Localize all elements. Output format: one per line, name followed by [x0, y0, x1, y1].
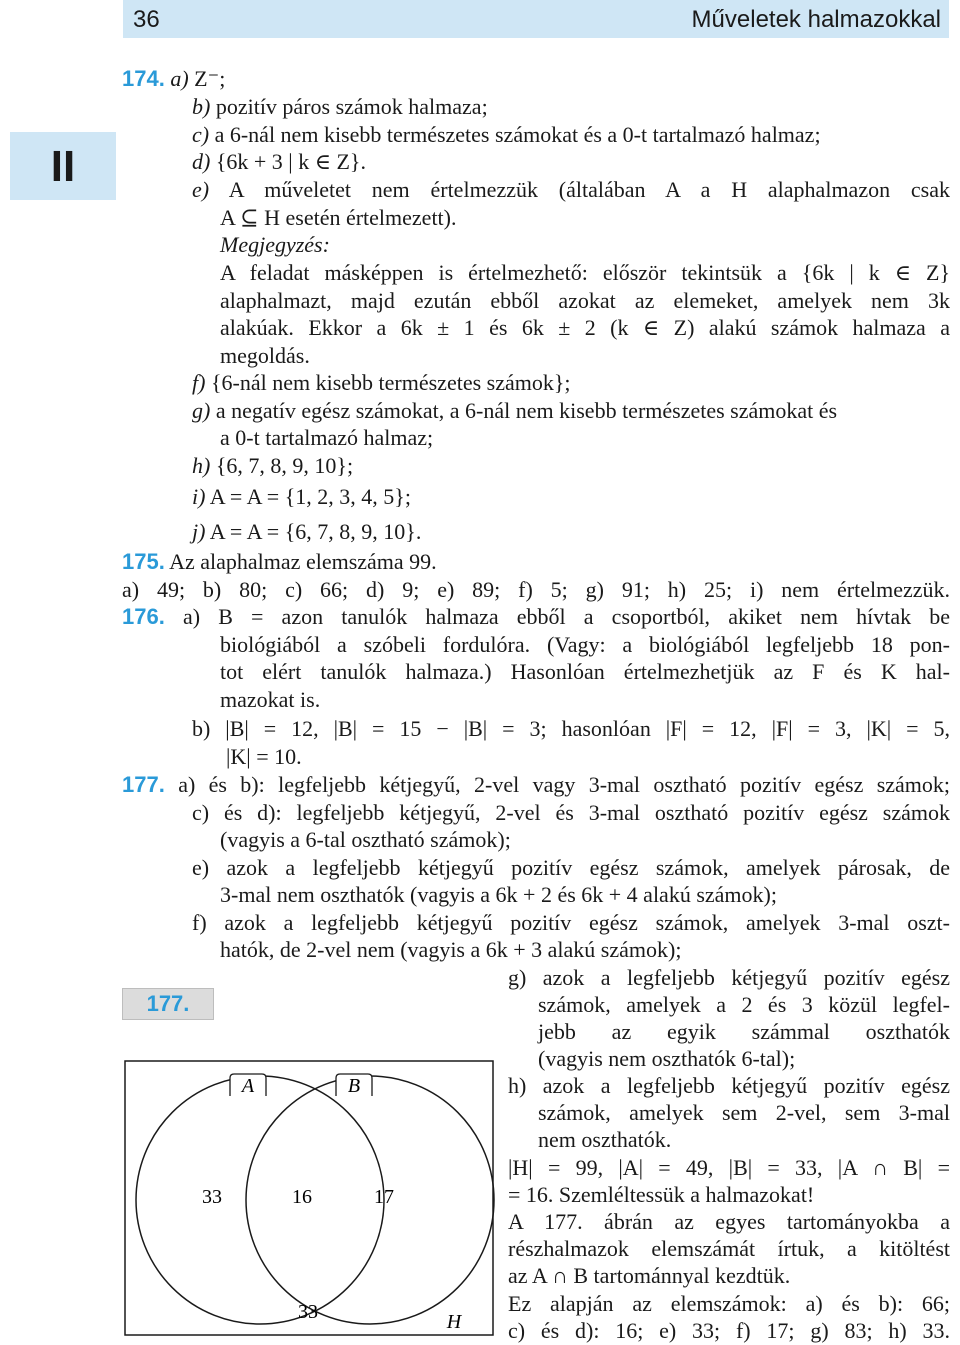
- answer-text: a) és b): legfeljebb kétjegyű, 2-vel vagy 3-mal osztható pozitív egész számok;: [178, 772, 951, 797]
- answer-text: |K| = 10.: [226, 744, 302, 769]
- problem-174-e: e) A műveletet nem értelmezzük (általában A a H alaphalmazon csak: [192, 177, 950, 202]
- answer-text: A = A = {1, 2, 3, 4, 5};: [209, 484, 411, 509]
- problem-number: 176.: [122, 604, 165, 629]
- note-title: Megjegyzés:: [220, 232, 330, 257]
- set-a-label: A: [241, 1075, 255, 1097]
- answer-text: a 6-nál nem kisebb természetes számokat és a 0-t tartalmazó halmaz;: [214, 122, 821, 147]
- answer-text: c) és d): 16; e) 33; f) 17; g) 83; h) 33.: [508, 1318, 950, 1343]
- intersection-count: 16: [292, 1186, 312, 1208]
- answer-text: számok, amelyek a 2 és 3 közül legfel-: [538, 992, 950, 1017]
- answer-text: |H| = 99, |A| = 49, |B| = 33, |A ∩ B| =: [508, 1155, 950, 1180]
- answer-text: A 177. ábrán az egyes tartományokba a: [508, 1209, 950, 1234]
- universe-label: H: [446, 1311, 462, 1333]
- answer-text: jebb az egyik számmal oszthatók: [538, 1019, 950, 1044]
- problem-176-a: [122, 604, 950, 630]
- answer-text: e) azok a legfeljebb kétjegyű pozitív egész számok, amelyek párosak, de: [192, 855, 950, 880]
- answer-text: (vagyis a 6-tal osztható számok);: [220, 827, 511, 852]
- answer-text: nem oszthatók.: [538, 1127, 672, 1152]
- answer-text: A ⊆ H esetén értelmezett).: [220, 205, 457, 230]
- page-number: 36: [133, 6, 160, 33]
- problem-174-a: 174. a) Z⁻;: [122, 66, 226, 91]
- answer-text: A műveletet nem értelmezzük (általában A a H alaphalmazon csak: [228, 177, 950, 202]
- note-text: A feladat másképpen is értelmezhető: először tekintsük a {6k | k ∈ Z}: [220, 260, 950, 285]
- note-text: alaphalmazt, majd ezután ebből azokat az elemeket, amelyek nem 3k: [220, 288, 950, 313]
- answer-text: h) azok a legfeljebb kétjegyű pozitív egész: [508, 1073, 950, 1098]
- section-tab-label: II: [50, 142, 76, 191]
- circle-a: [136, 1076, 384, 1324]
- problem-174-d: d) {6k + 3 | k ∈ Z}.: [192, 149, 366, 174]
- problem-number: 177.: [122, 772, 165, 797]
- answer-text: {6-nál nem kisebb természetes számok};: [210, 370, 571, 395]
- problem-174-g: g) a negatív egész számokat, a 6-nál nem kisebb természetes számokat és: [192, 398, 838, 423]
- note-text: megoldás.: [220, 343, 310, 368]
- only-a-count: 33: [202, 1186, 222, 1208]
- chapter-title: Műveletek halmazokkal: [691, 6, 941, 33]
- answer-text: = 16. Szemléltessük a halmazokat!: [508, 1182, 815, 1207]
- note-text: alakúak. Ekkor a 6k ± 1 és 6k ± 2 (k ∈ Z) alakú számok halmaza a: [220, 315, 950, 340]
- answer-text: g) azok a legfeljebb kétjegyű pozitív egész: [508, 965, 950, 990]
- answer-text: a) B = azon tanulók halmaza ebből a csoportból, akiket nem hívtak be: [182, 604, 950, 629]
- venn-diagram: [124, 1060, 496, 1338]
- answer-text: Az alaphalmaz elemszáma 99.: [169, 549, 437, 574]
- answer-text: pozitív páros számok halmaza;: [215, 94, 488, 119]
- answer-text: részhalmazok elemszámát írtuk, a kitöltést: [508, 1236, 950, 1261]
- problem-number: 174.: [122, 66, 165, 91]
- answer-text: a) 49; b) 80; c) 66; d) 9; e) 89; f) 5; g) 91; h) 25; i) nem értelmezzük.: [122, 577, 950, 602]
- section-tab: [10, 132, 116, 200]
- answer-text: számok, amelyek sem 2-vel, sem 3-mal: [538, 1100, 950, 1125]
- page-header: [123, 0, 949, 38]
- problem-174-f: f) {6-nál nem kisebb természetes számok};: [192, 370, 571, 395]
- figure-label: 177.: [122, 988, 214, 1020]
- problem-177-ab: [122, 772, 950, 798]
- set-b-label: B: [347, 1075, 361, 1097]
- answer-text: f) azok a legfeljebb kétjegyű pozitív egész számok, amelyek 3-mal oszt-: [192, 910, 950, 935]
- answer-text: a negatív egész számokat, a 6-nál nem kisebb természetes számokat és: [215, 398, 838, 423]
- answer-text: (vagyis nem oszthatók 6-tal);: [538, 1046, 796, 1071]
- answer-text: a 0-t tartalmazó halmaz;: [220, 425, 434, 450]
- answer-text: az A ∩ B tartománnyal kezdtük.: [508, 1263, 791, 1288]
- answer-text: {6k + 3 | k ∈ Z}.: [215, 149, 366, 174]
- problem-174-h: h) {6, 7, 8, 9, 10};: [192, 453, 354, 478]
- answer-text: tot elért tanulók halmaza.) Hasonlóan értelmezhetjük az F és K hal-: [220, 659, 950, 684]
- answer-text: A = A = {6, 7, 8, 9, 10}.: [209, 519, 422, 544]
- answer-text: c) és d): legfeljebb kétjegyű, 2-vel és 3-mal osztható pozitív egész számok: [192, 800, 950, 825]
- answer-text: Ez alapján az elemszámok: a) és b): 66;: [508, 1291, 950, 1316]
- circle-b: [246, 1076, 494, 1324]
- problem-174-i: i) A = A = {1, 2, 3, 4, 5};: [192, 484, 411, 509]
- outside-count: 33: [298, 1301, 318, 1323]
- problem-175-line: [122, 549, 437, 575]
- problem-174-c: c) a 6-nál nem kisebb természetes számokat és a 0-t tartalmazó halmaz;: [192, 122, 821, 147]
- answer-text: mazokat is.: [220, 687, 321, 712]
- problem-174-j: j) A = A = {6, 7, 8, 9, 10}.: [192, 519, 422, 544]
- answer-text: {6, 7, 8, 9, 10};: [215, 453, 354, 478]
- answer-text: b) |B| = 12, |B| = 15 − |B| = 3; hasonlóan |F| = 12, |F| = 3, |K| = 5,: [192, 716, 950, 741]
- answer-text: hatók, de 2-vel nem (vagyis a 6k + 3 alakú számok);: [220, 937, 682, 962]
- only-b-count: 17: [374, 1186, 394, 1208]
- answer-text: biológiából a szóbeli fordulóra. (Vagy: a biológiából legfeljebb 18 pon-: [220, 632, 950, 657]
- problem-174-b: b) pozitív páros számok halmaza;: [192, 94, 488, 119]
- answer-text: 3-mal nem oszthatók (vagyis a 6k + 2 és 6k + 4 alakú számok);: [220, 882, 777, 907]
- answer-text: Z⁻;: [194, 66, 226, 91]
- problem-number: 175.: [122, 549, 165, 574]
